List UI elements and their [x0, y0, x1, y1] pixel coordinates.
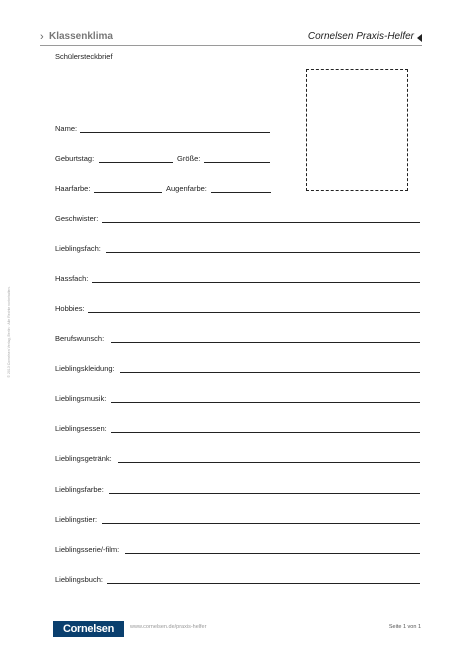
write-line[interactable]: [88, 312, 420, 313]
write-line[interactable]: [125, 553, 420, 554]
field-lieblingsgetraenk: [55, 454, 420, 464]
field-label: Lieblingsmusik:: [55, 394, 107, 403]
field-berufswunsch: [55, 334, 420, 344]
field-label: Geschwister:: [55, 214, 99, 223]
write-line[interactable]: [211, 192, 271, 193]
field-label: Größe:: [177, 154, 201, 163]
field-label: Name:: [55, 124, 78, 133]
field-geschwister: [55, 214, 420, 224]
photo-box: [306, 69, 408, 191]
section-title: Klassenklima: [49, 31, 113, 42]
write-line[interactable]: [118, 462, 420, 463]
field-lieblingsmusik: [55, 394, 420, 404]
field-lieblingsessen: [55, 424, 420, 434]
triangle-left-icon: [417, 34, 422, 42]
field-lieblingskleidung: [55, 364, 420, 374]
footer-url[interactable]: www.cornelsen.de/praxis-helfer: [130, 624, 207, 630]
field-haarfarbe: [55, 184, 275, 194]
write-line[interactable]: [102, 222, 420, 223]
field-label: Lieblingsserie/-film:: [55, 545, 120, 554]
field-label: Lieblingsbuch:: [55, 575, 103, 584]
copyright-note: © 2013 Cornelsen Verlag, Berlin · Alle Rechte vorbehalten.: [7, 286, 11, 378]
write-line[interactable]: [99, 162, 173, 163]
field-label: Hobbies:: [55, 304, 85, 313]
field-lieblingstier: [55, 515, 420, 525]
write-line[interactable]: [120, 372, 420, 373]
field-lieblingsfach: [55, 244, 420, 254]
field-label: Lieblingskleidung:: [55, 364, 115, 373]
worksheet-subtitle: Schülersteckbrief: [55, 52, 113, 61]
field-lieblingsbuch: [55, 575, 420, 585]
field-label: Lieblingstier:: [55, 515, 98, 524]
field-lieblingsserie: [55, 545, 420, 555]
write-line[interactable]: [92, 282, 420, 283]
field-label: Lieblingsgetränk:: [55, 454, 112, 463]
field-label: Lieblingsfarbe:: [55, 485, 104, 494]
write-line[interactable]: [111, 342, 420, 343]
chevron-right-icon: ›: [40, 31, 44, 43]
write-line[interactable]: [107, 583, 420, 584]
field-name: [55, 124, 275, 134]
page-number: Seite 1 von 1: [388, 624, 421, 630]
field-hassfach: [55, 274, 420, 284]
cornelsen-logo: Cornelsen: [53, 621, 124, 637]
page-header: [40, 30, 422, 46]
write-line[interactable]: [94, 192, 162, 193]
write-line[interactable]: [109, 493, 420, 494]
field-label: Geburtstag:: [55, 154, 95, 163]
write-line[interactable]: [204, 162, 270, 163]
field-geburtstag: [55, 154, 275, 164]
write-line[interactable]: [111, 402, 420, 403]
field-label: Hassfach:: [55, 274, 89, 283]
field-label: Augenfarbe:: [166, 184, 207, 193]
write-line[interactable]: [106, 252, 420, 253]
field-hobbies: [55, 304, 420, 314]
copyright-sidebar: [0, 0, 12, 669]
field-label: Haarfarbe:: [55, 184, 91, 193]
write-line[interactable]: [80, 132, 270, 133]
field-label: Berufswunsch:: [55, 334, 105, 343]
field-lieblingsfarbe: [55, 485, 420, 495]
header-divider: [40, 45, 422, 46]
field-label: Lieblingsessen:: [55, 424, 107, 433]
write-line[interactable]: [102, 523, 420, 524]
series-title: Cornelsen Praxis-Helfer: [307, 31, 414, 42]
write-line[interactable]: [111, 432, 420, 433]
field-label: Lieblingsfach:: [55, 244, 101, 253]
